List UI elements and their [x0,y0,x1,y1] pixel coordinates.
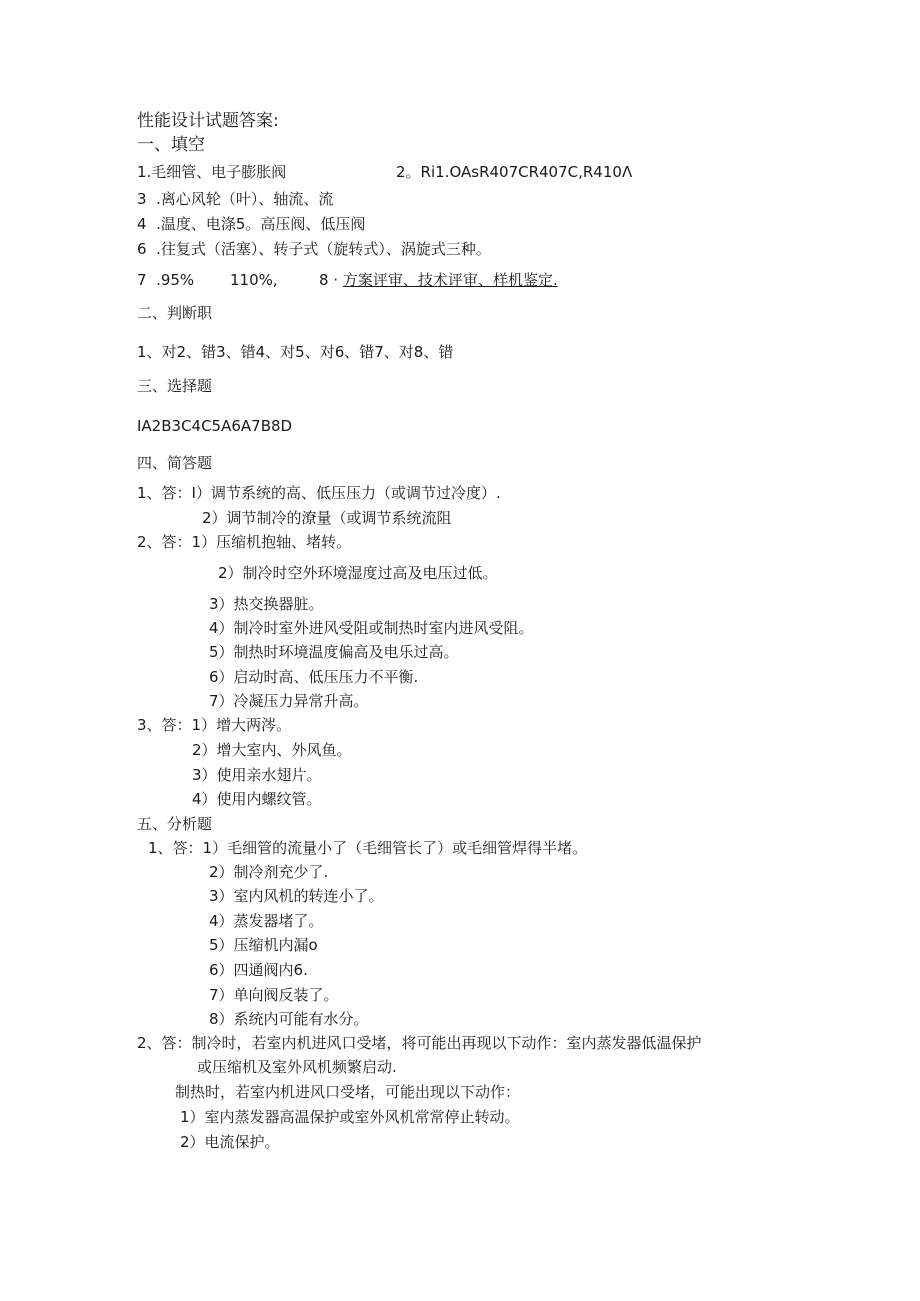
analysis-2-line-4: 1）室内蒸发器高温保护或室外风机常常停止转动。 [180,1108,520,1126]
fill-answer-4-5: 4 .温度、电涤5。高压阀、低压阀 [137,215,366,233]
analysis-1-line-4: 4）蒸发器堵了。 [209,912,324,930]
short-answer-2-line-2: 2）制冷时空外环境湿度过高及电压过低。 [218,564,498,582]
section-multiple-choice-heading: 三、选择题 [137,377,213,395]
short-answer-1-line-2: 2）调节制冷的潦量（或调节系统流阻 [202,509,452,527]
analysis-2-line-2: 或压缩机及室外风机频繁启动. [197,1058,397,1076]
analysis-1-line-5: 5）压缩机内漏o [209,936,318,954]
fill-answer-8 [319,270,558,290]
analysis-1-line-1: 1、答：1）毛细管的流量小了（毛细管长了）或毛细管焊得半堵。 [148,839,588,857]
analysis-1-line-6: 6）四通阀内6. [209,961,308,979]
fill-answer-1: 1.毛细管、电子膨胀阀 [137,163,287,181]
short-answer-2-line-3: 3）热交换器脏。 [209,595,324,613]
fill-answer-7b: 110%, [230,271,278,289]
analysis-1-line-2: 2）制冷剂充少了. [209,863,329,881]
true-false-answers: 1、对2、错3、错4、对5、对6、错7、对8、错 [137,343,454,361]
analysis-1-line-3: 3）室内风机的转连小了。 [209,887,384,905]
fill-answer-8-number: 8 · [319,271,339,289]
fill-answer-8-sep-2: 、 [477,271,493,289]
short-answer-3-line-2: 2）增大室内、外风鱼。 [192,741,352,759]
fill-answer-8-item-3: 样机鉴定. [492,271,558,289]
analysis-2-line-3: 制热时，若室内机进风口受堵，可能出现以下动作： [175,1083,521,1101]
section-true-false-heading: 二、判断职 [137,304,213,322]
short-answer-2-line-7: 7）冷凝压力异常升高。 [209,692,369,710]
short-answer-3-line-4: 4）使用内螺纹管。 [192,790,322,808]
short-answer-2-line-1: 2、答：1）压缩机抱轴、堵转。 [137,533,352,551]
fill-answer-6: 6 .往复式（活塞）、转子式（旋转式）、涡旋式三种。 [137,240,491,258]
section-analysis-heading: 五、分析题 [137,815,213,833]
analysis-1-line-8: 8）系统内可能有水分。 [209,1010,369,1028]
analysis-2-line-5: 2）电流保护。 [180,1133,280,1151]
analysis-1-line-7: 7）单向阀反装了。 [209,986,339,1004]
section-fill-blank-heading: 一、填空 [137,135,205,155]
multiple-choice-answers: IA2B3C4C5A6A7B8D [137,417,293,435]
fill-answer-8-item-1: 方案评审 [342,271,403,289]
short-answer-2-line-6: 6）启动时高、低压压力不平衡. [209,668,419,686]
short-answer-3-line-1: 3、答：1）增大两涔。 [137,716,292,734]
section-short-answer-heading: 四、简答题 [137,454,213,472]
fill-answer-8-item-2: 技术评审 [417,271,478,289]
short-answer-3-line-3: 3）使用亲水翅片。 [192,766,322,784]
fill-answer-7a: 7 .95% [137,271,195,289]
short-answer-2-line-4: 4）制冷时室外进风受阻或制热时室内进风受阻。 [209,619,534,637]
document-title: 性能设计试题答案: [137,111,279,131]
analysis-2-line-1: 2、答：制冷时，若室内机进风口受堵，将可能出再现以下动作：室内蒸发器低温保护 [137,1034,702,1052]
fill-answer-8-sep-1: 、 [402,271,418,289]
short-answer-2-line-5: 5）制热时环境温度偏高及电乐过高。 [209,643,459,661]
fill-answer-3: 3 .离心风轮（叶）、轴流、流 [137,190,334,208]
fill-answer-2: 2。Ri1.OAsR407CR407C,R410Λ [396,163,633,181]
short-answer-1-line-1: 1、答：I）调节系统的高、低压压力（或调节过冷度）. [137,484,501,502]
